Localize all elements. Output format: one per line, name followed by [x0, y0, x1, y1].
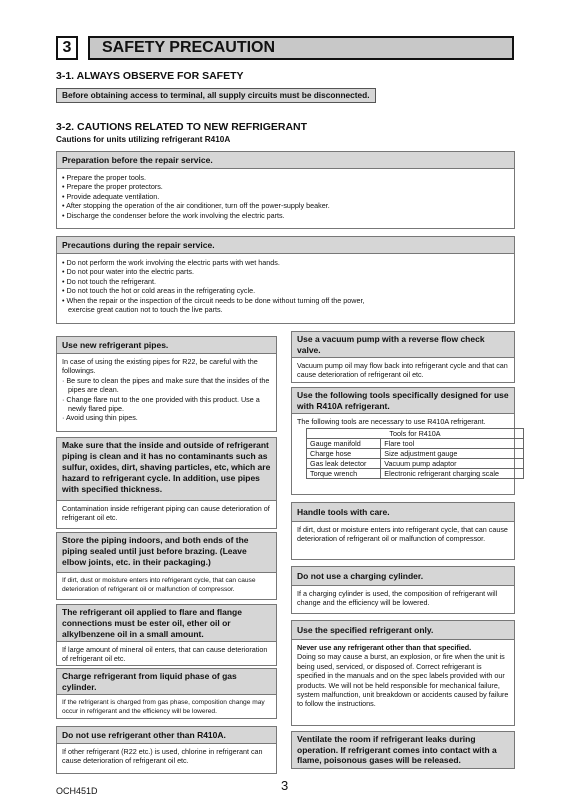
- section-3-2-subtitle: Cautions for units utilizing refrigerant R410A: [56, 135, 231, 144]
- preparation-header: Preparation before the repair service.: [57, 152, 514, 169]
- list-item: · Be sure to clean the pipes and make sure that the insides of the pipes are clean.: [62, 375, 270, 395]
- list-item: • Do not touch the refrigerant.: [62, 276, 157, 286]
- list-item: • Discharge the condenser before the work involving the electric parts.: [62, 210, 285, 220]
- ventilate-box: [291, 731, 515, 769]
- specified-refrigerant-box: [291, 620, 515, 726]
- section-number: 3: [62, 39, 72, 56]
- specified-refrigerant-body: [292, 640, 514, 712]
- during-repair-box: [56, 236, 515, 324]
- new-pipes-body: [57, 354, 276, 426]
- table-cell: Size adjustment gauge: [381, 449, 524, 459]
- no-other-refrigerant-header: Do not use refrigerant other than R410A.: [57, 727, 276, 744]
- table-cell: Gauge manifold: [307, 439, 381, 449]
- refrigerant-oil-text: If large amount of mineral oil enters, that can cause deterioration of refrigerant oil etc.: [62, 645, 268, 664]
- ventilate-header: Ventilate the room if refrigerant leaks during operation. If refrigerant comes into contact with a flame, poisonous gases will be released.: [292, 732, 514, 768]
- tools-table: [306, 428, 524, 479]
- section-3-2-title: 3-2. CAUTIONS RELATED TO NEW REFRIGERANT: [56, 121, 308, 133]
- clean-piping-box: [56, 437, 277, 529]
- r410a-tools-text: The following tools are necessary to use R410A refrigerant.: [297, 417, 486, 426]
- list-item: · Change flare nut to the one provided with this product. Use a newly flared pipe.: [62, 394, 260, 414]
- specified-refrigerant-text: Doing so may cause a burst, an explosion, or fire when the unit is being used, serviced, or disposed of. Correct refrigerant is specified in the manuals and on the spec labels provided with our products. We will not be held responsible for mechanical failure, system malfunction, unit breakdown or accidents caused by failure to follow the instructions.: [297, 652, 509, 709]
- table-row: [307, 439, 524, 449]
- section-3-1-title: 3-1. ALWAYS OBSERVE FOR SAFETY: [56, 70, 244, 82]
- no-other-refrigerant-box: [56, 726, 277, 774]
- document-code: OCH451D: [56, 786, 98, 796]
- r410a-tools-box: [291, 387, 515, 495]
- refrigerant-oil-box: [56, 604, 277, 666]
- specified-refrigerant-warning: Never use any refrigerant other than that specified.: [297, 643, 472, 652]
- table-row: [307, 469, 524, 479]
- clean-piping-header: Make sure that the inside and outside of refrigerant piping is clean and it has no contaminants such as sulfur, oxides, dirt, shaving particles, etc, which are hazard to refrigerant cycle. In addition, use pipes with specified thickness.: [57, 438, 276, 501]
- new-pipes-box: [56, 336, 277, 432]
- clean-piping-text: Contamination inside refrigerant piping can cause deterioration of refrigerant oil etc.: [62, 504, 270, 523]
- table-cell: Flare tool: [381, 439, 524, 449]
- list-item: exercise great caution not to touch the live parts.: [68, 305, 223, 315]
- refrigerant-oil-header: The refrigerant oil applied to flare and flange connections must be ester oil, ether oil or alkylbenzene oil in a small amount.: [57, 605, 276, 642]
- preparation-list: [57, 169, 514, 223]
- no-other-refrigerant-text: If other refrigerant (R22 etc.) is used, chlorine in refrigerant can cause deterioration of refrigerant oil etc.: [62, 747, 263, 766]
- table-cell: Vacuum pump adaptor: [381, 459, 524, 469]
- section-number-box: [56, 36, 78, 60]
- liquid-phase-header: Charge refrigerant from liquid phase of gas cylinder.: [57, 669, 276, 695]
- list-item: • When the repair or the inspection of the circuit needs to be done without turning off the power,: [62, 295, 365, 305]
- handle-tools-header: Handle tools with care.: [292, 503, 514, 522]
- store-piping-header: Store the piping indoors, and both ends of the piping sealed until just before brazing. (Leave elbow joints, etc. in their packaging.): [57, 533, 276, 573]
- list-item: • After stopping the operation of the air conditioner, turn off the power-supply beaker.: [62, 201, 330, 211]
- list-item: · Avoid using thin pipes.: [62, 413, 138, 423]
- charging-cylinder-header: Do not use a charging cylinder.: [292, 567, 514, 586]
- page-title: SAFETY PRECAUTION: [102, 39, 276, 56]
- specified-refrigerant-header: Use the specified refrigerant only.: [292, 621, 514, 640]
- list-item: • Do not perform the work involving the electric parts with wet hands.: [62, 258, 280, 267]
- list-item: • Do not touch the hot or cold areas in the refrigerating cycle.: [62, 286, 256, 296]
- during-repair-header: Precautions during the repair service.: [57, 237, 514, 254]
- liquid-phase-text: If the refrigerant is charged from gas phase, composition change may occur in refrigerant and the efficiency will be lowered.: [62, 699, 265, 715]
- charging-cylinder-text: If a charging cylinder is used, the composition of refrigerant will change and the efficiency will be lowered.: [297, 589, 498, 608]
- vacuum-pump-text: Vacuum pump oil may flow back into refrigerant cycle and that can cause deterioration of refrigerant oil etc.: [297, 361, 508, 380]
- store-piping-box: [56, 532, 277, 600]
- page-title-bar: [88, 36, 514, 60]
- liquid-phase-box: [56, 668, 277, 719]
- handle-tools-text: If dirt, dust or moisture enters into refrigerant cycle, that can cause deterioration of refrigerant oil or malfunction of compressor.: [297, 525, 508, 544]
- table-cell: Gas leak detector: [307, 459, 381, 469]
- vacuum-pump-header: Use a vacuum pump with a reverse flow check valve.: [292, 332, 514, 358]
- store-piping-text: If dirt, dust or moisture enters into refrigerant cycle, that can cause deterioration of refrigerant oil or malfunction of compressor.: [62, 577, 256, 593]
- preparation-box: [56, 151, 515, 229]
- table-cell: Electronic refrigerant charging scale: [381, 469, 524, 479]
- r410a-tools-header: Use the following tools specifically designed for use with R410A refrigerant.: [292, 388, 514, 414]
- page-number: 3: [281, 778, 289, 793]
- new-pipes-header: Use new refrigerant pipes.: [57, 337, 276, 354]
- during-repair-list: [57, 254, 514, 317]
- table-row: [307, 459, 524, 469]
- list-item: • Prepare the proper protectors.: [62, 182, 163, 192]
- list-item: • Prepare the proper tools.: [62, 173, 147, 182]
- paragraph: In case of using the existing pipes for R22, be careful with the followings.: [62, 357, 258, 376]
- list-item: • Do not pour water into the electric parts.: [62, 267, 194, 277]
- handle-tools-box: [291, 502, 515, 560]
- table-cell: Torque wrench: [307, 469, 381, 479]
- table-cell: Charge hose: [307, 449, 381, 459]
- vacuum-pump-box: [291, 331, 515, 383]
- tools-table-caption: Tools for R410A: [307, 429, 524, 439]
- table-row: [307, 449, 524, 459]
- charging-cylinder-box: [291, 566, 515, 614]
- list-item: • Provide adequate ventilation.: [62, 191, 160, 201]
- disconnect-warning: Before obtaining access to terminal, all supply circuits must be disconnected.: [56, 88, 376, 103]
